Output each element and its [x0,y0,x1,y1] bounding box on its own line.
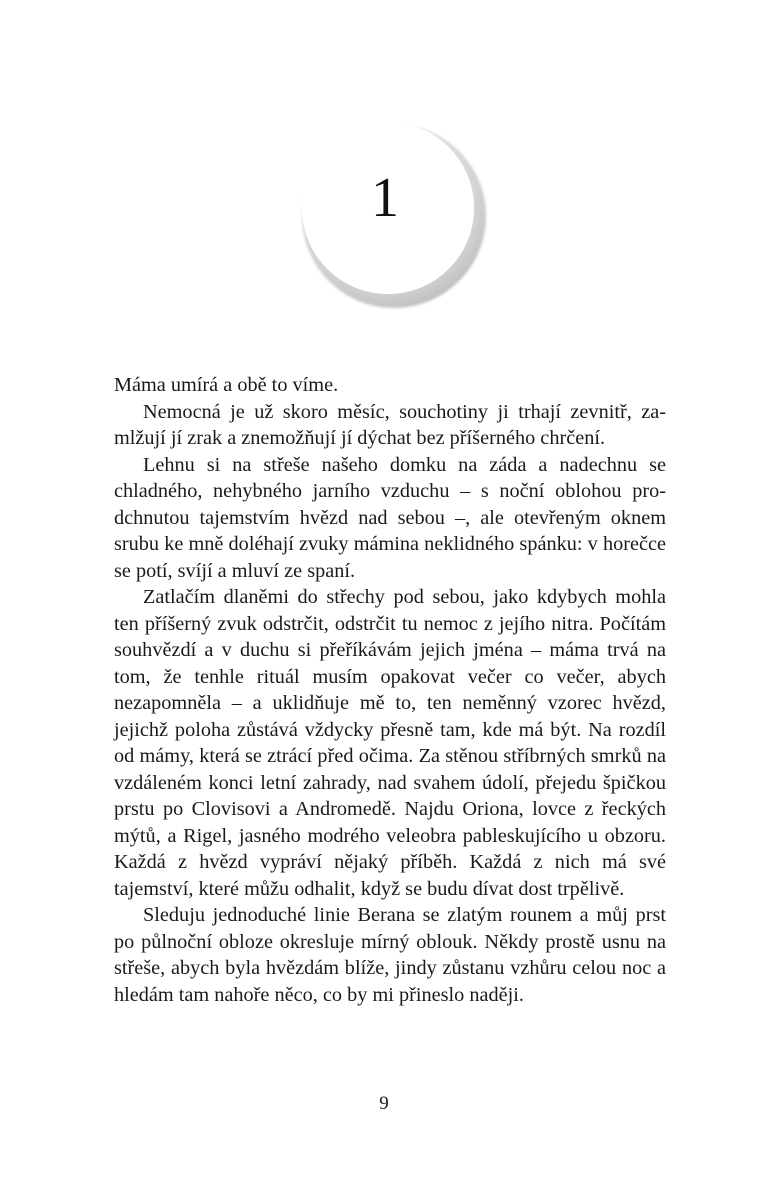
paragraph: Máma umírá a obě to víme. [114,374,339,396]
paragraph: Zatlačím dlaněmi do střechy pod sebou, jako kdybych mohla ten příšerný zvuk odstrčit, odstrčit tu nemoc z jejího nitra. Počítám souhvězdí a v duchu si přeříkávám jejich jména – máma trvá na tom, že tenhle rituál musím opakovat večer co večer, abych nezapomněla – a uklidňuje mě to, ten neměnný vzorec hvězd, jejichž poloha zůstává vždycky přesně tam, kde má být. Na rozdíl od mámy, která se ztrácí před očima. Za stěnou stříbrných smrků na vzdáleném konci letní zahrady, nad svahem údolí, přejedu špičkou prstu po Clovisovi a Andromedě. Najdu Oriona, lovce z řeckých mýtů, a Rigel, jasného modrého veleobra pableskujícího u obzoru. Každá z hvězd vypráví nějaký příběh. Každá z nich má své tajemství, které můžu odhalit, když se budu dívat dost trpělivě. [114,586,666,900]
chapter-number: 1 [371,167,399,229]
paragraph: Lehnu si na střeše našeho domku na záda a nadechnu se chladného, nehybného jarního vzduchu – s noční oblohou prodchnutou tajemstvím hvězd nad sebou –, ale otevřeným oknem srubu ke mně doléhají zvuky mámina neklidného spánku: v horečce se potí, svíjí a mluví ze spaní. [114,453,666,582]
paragraph: Sleduju jednoduché linie Berana se zlatým rounem a můj prst po půlnoční obloze okresluje mírný oblouk. Někdy prostě usnu na střeše, abych byla hvězdám blíže, jindy zůstanu vzhůru celou noc a hledám tam nahoře něco, co by mi přineslo naději. [114,904,666,1006]
chapter-ornament [300,122,490,312]
page-number: 9 [379,1093,389,1114]
chapter-body [114,372,666,1008]
paragraph: Nemocná je už skoro měsíc, souchotiny ji trhají zevnitř, zamlžují jí zrak a znemožňují jí dýchat bez příšerného chrčení. [114,400,666,449]
